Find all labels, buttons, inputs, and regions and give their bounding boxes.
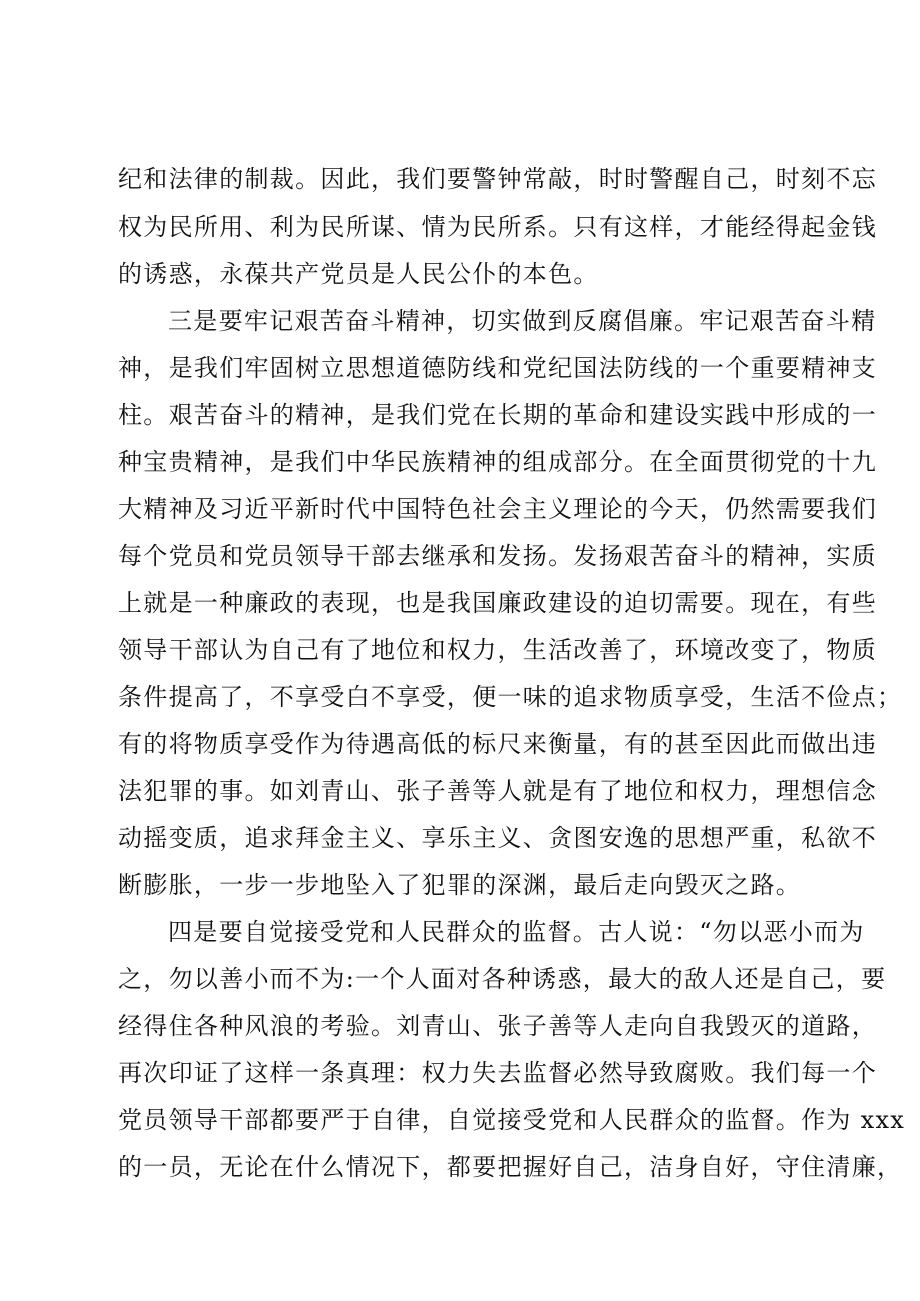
text-line: 有的将物质享受作为待遇高低的标尺来衡量，有的甚至因此而做出违 <box>118 730 877 758</box>
text-line: 每个党员和党员领导干部去继承和发扬。发扬艰苦奋斗的精神，实质 <box>118 542 877 570</box>
text-line: 上就是一种廉政的表现，也是我国廉政建设的迫切需要。现在，有些 <box>118 589 877 617</box>
text-line: 经得住各种风浪的考验。刘青山、张子善等人走向自我毁灭的道路， <box>118 1012 877 1040</box>
text-line: 党员领导干部都要严于自律，自觉接受党和人民群众的监督。作为 xxx <box>118 1106 906 1134</box>
text-line: 的诱惑，永葆共产党员是人民公仆的本色。 <box>118 260 599 288</box>
paragraph-3-first-line: 三是要牢记艰苦奋斗精神，切实做到反腐倡廉。牢记艰苦奋斗精 <box>168 307 877 335</box>
text-line: 种宝贵精神，是我们中华民族精神的组成部分。在全面贯彻党的十九 <box>118 448 877 476</box>
text-line: 再次印证了这样一条真理：权力失去监督必然导致腐败。我们每一个 <box>118 1059 877 1087</box>
text-line: 之，勿以善小而不为:一个人面对各种诱惑，最大的敌人还是自己，要 <box>118 965 887 993</box>
text-line: 神，是我们牢固树立思想道德防线和党纪国法防线的一个重要精神支 <box>118 354 877 382</box>
text-line: 法犯罪的事。如刘青山、张子善等人就是有了地位和权力，理想信念 <box>118 777 877 805</box>
text-line: 断膨胀，一步一步地坠入了犯罪的深渊，最后走向毁灭之路。 <box>118 871 802 899</box>
text-line: 大精神及习近平新时代中国特色社会主义理论的今天，仍然需要我们 <box>118 495 877 523</box>
text-line: 柱。艰苦奋斗的精神，是我们党在长期的革命和建设实践中形成的一 <box>118 401 877 429</box>
text-line: 权为民所用、利为民所谋、情为民所系。只有这样，才能经得起金钱 <box>118 213 877 241</box>
paragraph-4-first-line: 四是要自觉接受党和人民群众的监督。古人说：“勿以恶小而为 <box>168 918 865 946</box>
text-line: 纪和法律的制裁。因此，我们要警钟常敲，时时警醒自己，时刻不忘 <box>118 165 877 193</box>
text-line: 的一员，无论在什么情况下，都要把握好自己，洁身自好，守住清廉， <box>118 1153 903 1181</box>
text-line: 条件提高了，不享受白不享受，便一味的追求物质享受，生活不俭点； <box>118 683 903 711</box>
text-line: 领导干部认为自己有了地位和权力，生活改善了，环境改变了，物质 <box>118 636 877 664</box>
text-line: 动摇变质，追求拜金主义、享乐主义、贪图安逸的思想严重，私欲不 <box>118 824 877 852</box>
